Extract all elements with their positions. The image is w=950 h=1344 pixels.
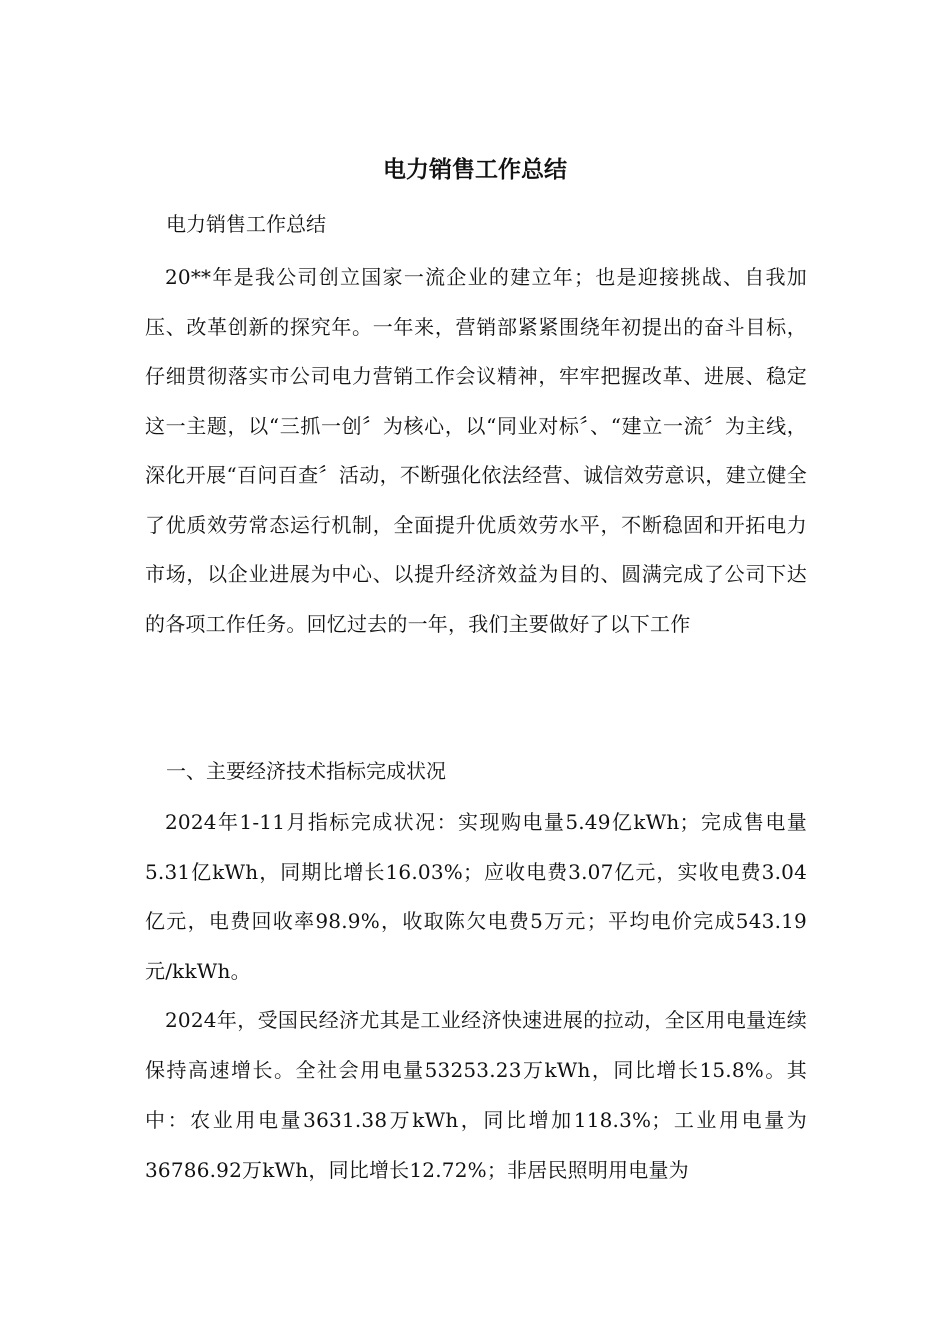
- indicators-paragraph-1: 2024年1-11月指标完成状况：实现购电量5.49亿kWh；完成售电量5.31亿kWh，同期比增长16.03%；应收电费3.07亿元，实收电费3.04亿元，电费回收率98.9%，收取陈欠电费5万元；平均电价完成543.19元/kkWh。: [145, 810, 807, 983]
- section-heading-indicators: 一、主要经济技术指标完成状况: [166, 759, 446, 783]
- intro-paragraph: 20**年是我公司创立国家一流企业的建立年；也是迎接挑战、自我加压、改革创新的探究年。一年来，营销部紧紧围绕年初提出的奋斗目标，仔细贯彻落实市公司电力营销工作会议精神，牢牢把握改革、进展、稳定这一主题，以“三抓一创〞为核心，以“同业对标〞、“建立一流〞为主线，深化开展“百问百查〞活动，不断强化依法经营、诚信效劳意识，建立健全了优质效劳常态运行机制，全面提升优质效劳水平，不断稳固和开拓电力市场，以企业进展为中心、以提升经济效益为目的、圆满完成了公司下达的各项工作任务。回忆过去的一年，我们主要做好了以下工作: [145, 265, 807, 636]
- document-title: 电力销售工作总结: [383, 156, 567, 183]
- indicators-paragraph-2: 2024年，受国民经济尤其是工业经济快速进展的拉动，全区用电量连续保持高速增长。全社会用电量53253.23万kWh，同比增长15.8%。其中：农业用电量3631.38万kWh，同比增加118.3%；工业用电量为36786.92万kWh，同比增长12.72%；非居民照明用电量为: [145, 1008, 807, 1182]
- document-subtitle: 电力销售工作总结: [166, 212, 326, 236]
